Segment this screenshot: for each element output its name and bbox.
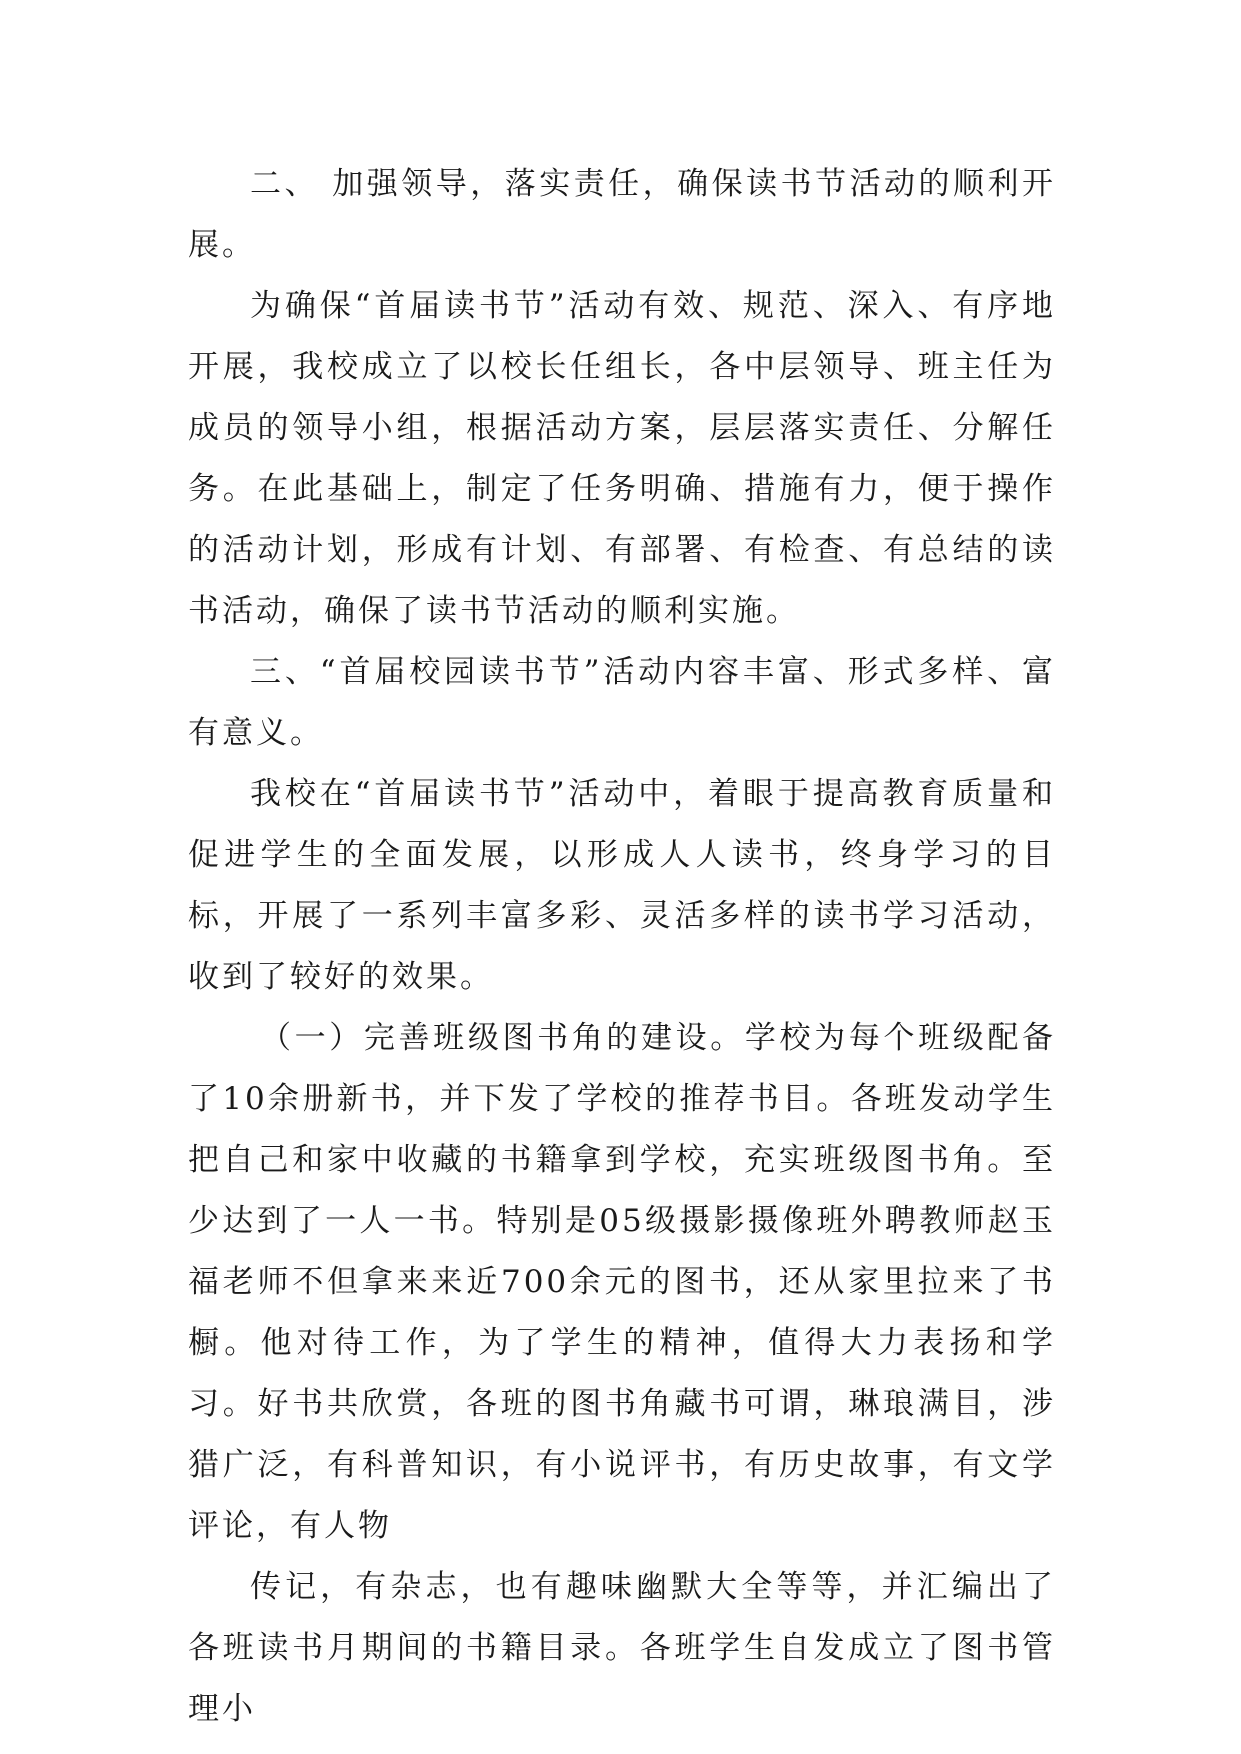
section-heading-two: 二、 加强领导，落实责任，确保读书节活动的顺利开展。 [188,166,1056,263]
document-body [188,154,1056,1740]
body-paragraph: 为确保“首届读书节”活动有效、规范、深入、有序地开展，我校成立了以校长任组长，各中层领导、班主任为成员的领导小组，根据活动方案，层层落实责任、分解任务。在此基础上，制定了任务明确、措施有力，便于操作的活动计划，形成有计划、有部署、有检查、有总结的读书活动，确保了读书节活动的顺利实施。 [188,288,1056,629]
body-paragraph: 传记，有杂志，也有趣味幽默大全等等，并汇编出了各班读书月期间的书籍目录。各班学生自发成立了图书管理小 [188,1569,1056,1727]
body-paragraph: 我校在“首届读书节”活动中，着眼于提高教育质量和促进学生的全面发展，以形成人人读书，终身学习的目标，开展了一系列丰富多彩、灵活多样的读书学习活动，收到了较好的效果。 [188,776,1056,995]
sub-section-paragraph: （一）完善班级图书角的建设。学校为每个班级配备了10余册新书，并下发了学校的推荐书目。各班发动学生把自己和家中收藏的书籍拿到学校，充实班级图书角。至少达到了一人一书。特别是05级摄影摄像班外聘教师赵玉福老师不但拿来来近700余元的图书，还从家里拉来了书橱。他对待工作，为了学生的精神，值得大力表扬和学习。好书共欣赏，各班的图书角藏书可谓，琳琅满目，涉猎广泛，有科普知识，有小说评书，有历史故事，有文学评论，有人物 [188,1020,1056,1544]
section-heading-three: 三、“首届校园读书节”活动内容丰富、形式多样、富有意义。 [188,654,1056,751]
